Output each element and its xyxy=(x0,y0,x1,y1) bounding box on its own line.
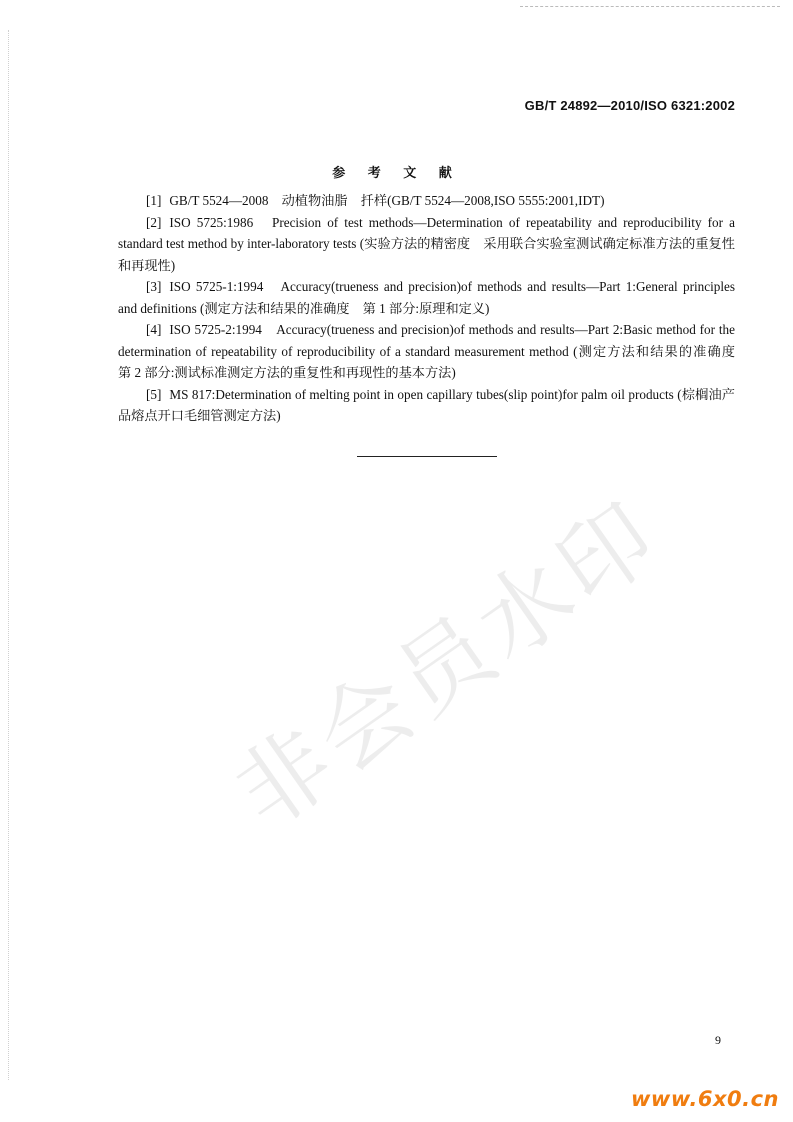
reference-text: ISO 5725-2:1994 Accuracy(trueness and precision)of methods and results—Part 2:Basic method for the determination of repeatability of reproducibility of a standard measurement method (测定方法和结果的准确度 第 2 部分:测试标准测定方法的重复性和再现性的基本方法) xyxy=(118,322,749,380)
watermark: 非会员水印 xyxy=(216,480,680,850)
end-of-document-rule xyxy=(357,456,497,457)
top-dashed-edge xyxy=(520,6,780,7)
reference-item xyxy=(118,276,735,319)
reference-item xyxy=(118,212,735,277)
reference-item xyxy=(118,319,749,384)
section-title-references: 参 考 文 献 xyxy=(332,166,461,181)
page-number: 9 xyxy=(715,1033,721,1047)
reference-text: ISO 5725:1986 Precision of test methods—Determination of repeatability and reproducibility for a standard test method by inter-laboratory tests (实验方法的精密度 采用联合实验室测试确定标准方法的重复性和再现性) xyxy=(118,214,735,273)
standard-code-header: GB/T 24892—2010/ISO 6321:2002 xyxy=(524,98,735,113)
reference-item xyxy=(118,384,735,427)
reference-number: [5] xyxy=(146,386,162,402)
reference-number: [4] xyxy=(146,322,162,337)
reference-number: [1] xyxy=(146,193,162,208)
scan-left-edge xyxy=(8,30,9,1080)
reference-item xyxy=(0,190,735,212)
reference-list xyxy=(118,190,749,427)
reference-text: MS 817:Determination of melting point in open capillary tubes(slip point)for palm oil products (棕榈油产品熔点开口毛细管测定方法) xyxy=(118,386,735,423)
reference-number: [3] xyxy=(146,279,162,294)
reference-text: GB/T 5524—2008 动植物油脂 扦样(GB/T 5524—2008,ISO 5555:2001,IDT) xyxy=(169,193,605,208)
reference-text: ISO 5725-1:1994 Accuracy(trueness and precision)of methods and results—Part 1:General principles and definitions (测定方法和结果的准确度 第 1 部分:原理和定义) xyxy=(118,279,735,316)
reference-number: [2] xyxy=(146,214,162,230)
site-watermark-link: www.6x0.cn xyxy=(631,1087,779,1111)
